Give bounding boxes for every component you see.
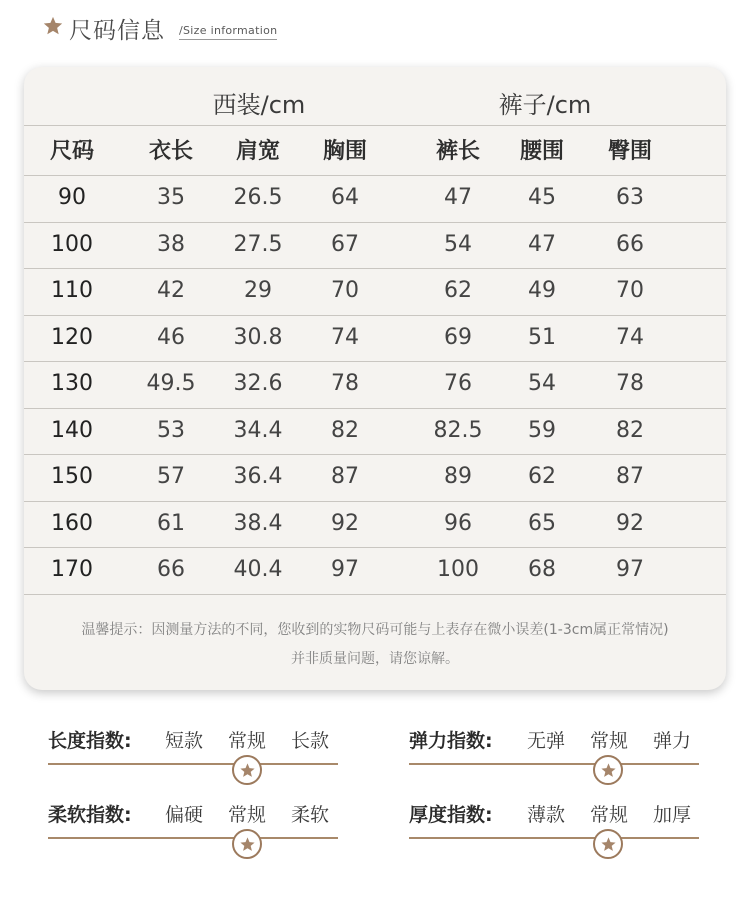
- section-title: 尺码信息: [69, 18, 165, 44]
- star-icon: [239, 762, 256, 779]
- thickness-index: [409, 800, 699, 900]
- star-icon: [42, 15, 64, 37]
- size-cell: 120: [51, 324, 93, 350]
- softness-option-regular: 常规: [227, 804, 267, 826]
- size-cell: 140: [51, 417, 93, 443]
- tip-text-line1: 温馨提示：因测量方法的不同，您收到的实物尺码可能与上表存在微小误差(1-3cm属正常情况): [81, 622, 669, 638]
- section-subtitle: /Size information: [179, 24, 277, 40]
- col-header-shoulder: 肩宽: [235, 139, 280, 164]
- measurement-cell: 78: [616, 371, 644, 396]
- measurement-cell: 78: [331, 371, 359, 396]
- col-header-hip: 臀围: [607, 139, 652, 164]
- elastic-option-stretch: 弹力: [652, 730, 692, 752]
- thickness-option-thick: 加厚: [652, 804, 692, 826]
- table-row: [24, 176, 726, 220]
- length-option-long: 长款: [290, 730, 330, 752]
- measurement-cell: 87: [331, 464, 359, 489]
- thickness-option-thin: 薄款: [526, 804, 566, 826]
- col-header-coat-length: 衣长: [148, 139, 193, 164]
- measurement-cell: 66: [616, 231, 644, 257]
- thickness-option-regular: 常规: [589, 804, 629, 826]
- measurement-cell: 82.5: [433, 417, 483, 443]
- table-row: [24, 269, 726, 313]
- size-cell: 170: [51, 557, 93, 582]
- table-row: [24, 502, 726, 546]
- measurement-cell: 74: [616, 324, 644, 350]
- length-slider-knob: [232, 755, 262, 785]
- measurement-cell: 47: [528, 231, 556, 257]
- measurement-cell: 82: [616, 417, 644, 443]
- measurement-cell: 74: [331, 324, 359, 350]
- star-icon: [239, 836, 256, 853]
- measurement-cell: 76: [444, 371, 472, 396]
- elastic-index-label: 弹力指数:: [409, 730, 493, 752]
- measurement-cell: 38: [157, 231, 185, 257]
- tip-text-line2: 并非质量问题，请您谅解。: [291, 651, 459, 667]
- table-row: [24, 362, 726, 406]
- measurement-cell: 30.8: [233, 324, 283, 350]
- measurement-cell: 62: [444, 278, 472, 303]
- measurement-cell: 70: [616, 278, 644, 303]
- measurement-cell: 51: [528, 324, 556, 350]
- table-row: [24, 548, 726, 592]
- col-header-size: 尺码: [49, 139, 94, 164]
- measurement-cell: 87: [616, 464, 644, 489]
- divider: [24, 125, 726, 126]
- measurement-cell: 34.4: [233, 417, 283, 443]
- measurement-cell: 47: [444, 185, 472, 210]
- softness-index: [48, 800, 338, 900]
- measurement-cell: 64: [331, 185, 359, 210]
- measurement-cell: 62: [528, 464, 556, 489]
- measurement-cell: 49.5: [146, 371, 196, 396]
- thickness-slider-knob: [593, 829, 623, 859]
- elastic-slider-knob: [593, 755, 623, 785]
- length-slider-track: [48, 763, 338, 765]
- measurement-cell: 100: [437, 557, 479, 582]
- length-index-label: 长度指数:: [48, 730, 132, 752]
- measurement-cell: 97: [331, 557, 359, 582]
- measurement-cell: 29: [244, 278, 272, 303]
- suit-group-label: 西装/cm: [212, 91, 306, 119]
- measurement-cell: 59: [528, 417, 556, 443]
- measurement-cell: 89: [444, 464, 472, 489]
- softness-index-label: 柔软指数:: [48, 804, 132, 826]
- row-divider: [24, 594, 726, 595]
- softness-slider-knob: [232, 829, 262, 859]
- thickness-slider-track: [409, 837, 699, 839]
- measurement-cell: 68: [528, 557, 556, 582]
- measurement-cell: 65: [528, 510, 556, 536]
- measurement-cell: 35: [157, 185, 185, 210]
- measurement-cell: 40.4: [233, 557, 283, 582]
- col-header-pants-length: 裤长: [435, 139, 480, 164]
- length-option-regular: 常规: [227, 730, 267, 752]
- table-row: [24, 455, 726, 499]
- measurement-cell: 54: [528, 371, 556, 396]
- size-cell: 160: [51, 510, 93, 536]
- measurement-cell: 26.5: [233, 185, 283, 210]
- measurement-cell: 54: [444, 231, 472, 257]
- elastic-slider-track: [409, 763, 699, 765]
- elastic-option-regular: 常规: [589, 730, 629, 752]
- size-cell: 130: [51, 371, 93, 396]
- table-header-row: [24, 130, 726, 174]
- size-table-card: [24, 67, 726, 690]
- measurement-cell: 42: [157, 278, 185, 303]
- measurement-cell: 57: [157, 464, 185, 489]
- softness-slider-track: [48, 837, 338, 839]
- table-row: [24, 316, 726, 360]
- measurement-cell: 61: [157, 510, 185, 536]
- measurement-cell: 82: [331, 417, 359, 443]
- elastic-option-none: 无弹: [526, 730, 566, 752]
- size-cell: 100: [51, 231, 93, 257]
- softness-option-hard: 偏硬: [164, 804, 204, 826]
- size-cell: 150: [51, 464, 93, 489]
- length-option-short: 短款: [164, 730, 204, 752]
- table-row: [24, 223, 726, 267]
- table-row: [24, 409, 726, 453]
- measurement-cell: 96: [444, 510, 472, 536]
- measurement-cell: 32.6: [233, 371, 283, 396]
- measurement-cell: 45: [528, 185, 556, 210]
- star-icon: [600, 836, 617, 853]
- measurement-cell: 36.4: [233, 464, 283, 489]
- measurement-cell: 46: [157, 324, 185, 350]
- measurement-cell: 97: [616, 557, 644, 582]
- size-cell: 110: [51, 278, 93, 303]
- measurement-cell: 66: [157, 557, 185, 582]
- star-icon: [600, 762, 617, 779]
- measurement-cell: 70: [331, 278, 359, 303]
- measurement-cell: 49: [528, 278, 556, 303]
- measurement-cell: 38.4: [233, 510, 283, 536]
- col-header-chest: 胸围: [322, 139, 367, 164]
- softness-option-soft: 柔软: [290, 804, 330, 826]
- size-cell: 90: [58, 185, 86, 210]
- thickness-index-label: 厚度指数:: [409, 804, 493, 826]
- pants-group-label: 裤子/cm: [498, 91, 592, 119]
- col-header-waist: 腰围: [519, 139, 564, 164]
- measurement-cell: 67: [331, 231, 359, 257]
- measurement-cell: 92: [616, 510, 644, 536]
- measurement-cell: 92: [331, 510, 359, 536]
- measurement-cell: 63: [616, 185, 644, 210]
- measurement-cell: 27.5: [233, 231, 283, 257]
- measurement-cell: 53: [157, 417, 185, 443]
- measurement-cell: 69: [444, 324, 472, 350]
